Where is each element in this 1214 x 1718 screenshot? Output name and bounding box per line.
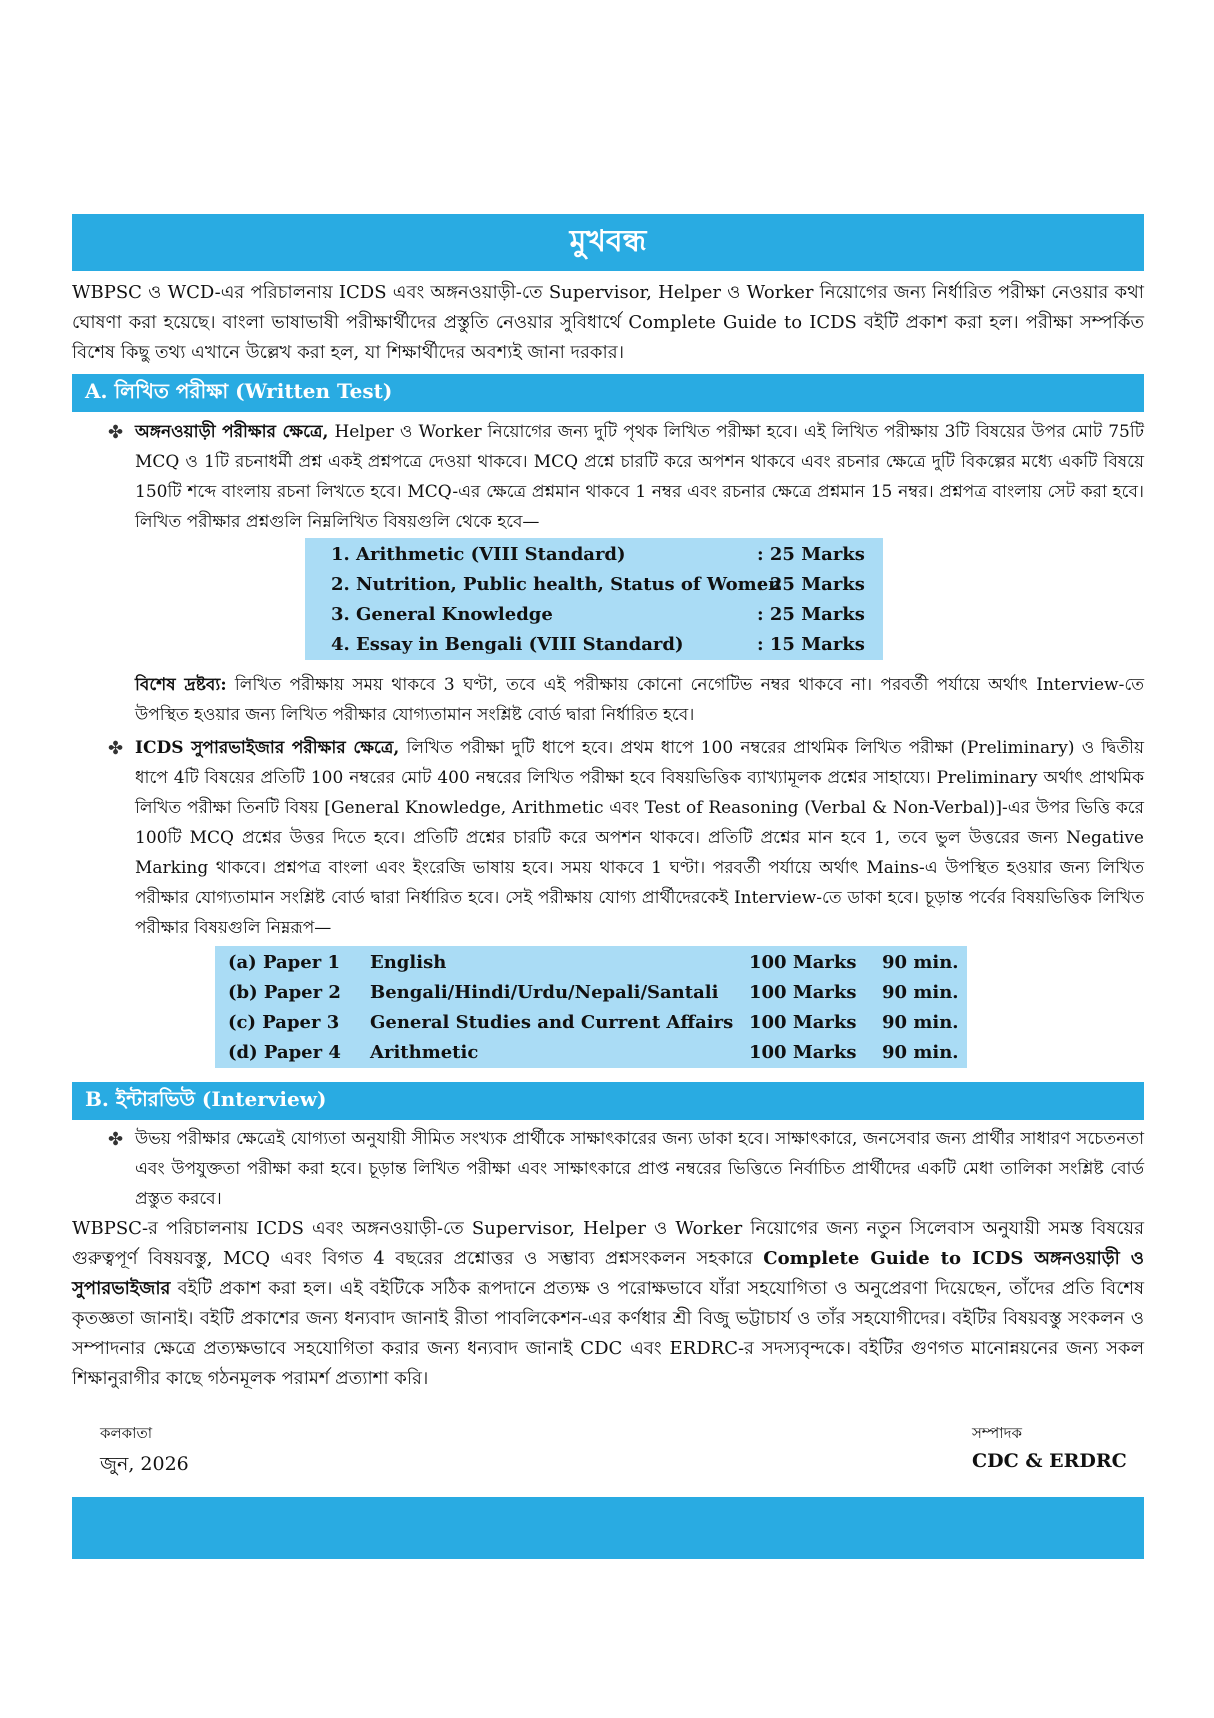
syllabus-subject: 2. Nutrition, Public health, Status of Women: [331, 574, 782, 595]
special-note: [135, 670, 1144, 730]
syllabus-marks: : 25 Marks: [757, 574, 865, 595]
paper-subject: General Studies and Current Affairs: [370, 1012, 734, 1033]
paper-label: (d) Paper 4: [228, 1042, 341, 1063]
date: জুন, 2026: [100, 1453, 189, 1475]
book-title: Complete Guide to ICDS অঙ্গনওয়াড়ী ও সুপারভাইজার: [72, 1248, 1144, 1299]
paper-time: 90 min.: [882, 982, 959, 1003]
anganwadi-lead: অঙ্গনওয়াড়ী পরীক্ষার ক্ষেত্রে,: [135, 422, 329, 442]
bullet-icon: ✤: [108, 422, 124, 443]
section-a-heading: A. লিখিত পরীক্ষা (Written Test): [85, 378, 393, 403]
syllabus-subject: 1. Arithmetic (VIII Standard): [331, 544, 626, 565]
supervisor-papers-table: [215, 946, 967, 1068]
paper-subject: English: [370, 952, 447, 973]
paper-marks: 100 Marks: [749, 1042, 857, 1063]
paper-marks: 100 Marks: [749, 982, 857, 1003]
closing-text-2: বইটি প্রকাশ করা হল। এই বইটিকে সঠিক রূপদানে প্রত্যক্ষ ও পরোক্ষভাবে যাঁরা সহযোগিতা ও অনুপ্রেরণা দিয়েছেন, তাঁদের প্রতি বিশেষ কৃতজ্ঞতা জানাই। বইটি প্রকাশের জন্য ধন্যবাদ জানাই রীতা পাবলিকেশন-এর কর্ণধার শ্রী বিজু ভট্টাচার্য ও তাঁর সহযোগীদের। বইটির বিষয়বস্তু সংকলন ও সম্পাদনার ক্ষেত্রে প্রত্যক্ষভাবে সহযোগিতা করার জন্য ধন্যবাদ জানাই CDC এবং ERDRC-র সদস্যবৃন্দকে। বইটির গুণগত মানোন্নয়নের জন্য সকল শিক্ষানুরাগীর কাছে গঠনমূলক পরামর্শ প্রত্যাশা করি।: [72, 1278, 1144, 1389]
title-band: [72, 214, 1144, 271]
paper-subject: Arithmetic: [370, 1042, 479, 1063]
editor-name: CDC & ERDRC: [972, 1450, 1127, 1472]
interview-bullet: উভয় পরীক্ষার ক্ষেত্রেই যোগ্যতা অনুযায়ী সীমিত সংখ্যক প্রার্থীকে সাক্ষাৎকারের জন্য ডাকা হবে। সাক্ষাৎকারে, জনসেবার জন্য প্রার্থীর সাধারণ সচেতনতা এবং উপযুক্ততা পরীক্ষা করা হবে। চূড়ান্ত লিখিত পরীক্ষা এবং সাক্ষাৎকারে প্রাপ্ত নম্বরের ভিত্তিতে নির্বাচিত প্রার্থীদের একটি মেধা তালিকা সংশ্লিষ্ট বোর্ড প্রস্তুত করবে।: [135, 1129, 1144, 1209]
section-b-heading-band: [72, 1082, 1144, 1120]
syllabus-marks: : 15 Marks: [757, 634, 865, 655]
anganwadi-text: Helper ও Worker নিয়োগের জন্য দুটি পৃথক লিখিত পরীক্ষা হবে। এই লিখিত পরীক্ষায় 3টি বিষয়ের উপর মোট 75টি MCQ ও 1টি রচনাধর্মী প্রশ্ন একই প্রশ্নপত্রে দেওয়া থাকবে। MCQ প্রশ্নে চারটি করে অপশন থাকবে এবং রচনার ক্ষেত্রে দুটি বিকল্পের মধ্যে একটি বিষয়ে 150টি শব্দে বাংলায় রচনা লিখতে হবে। MCQ-এর ক্ষেত্রে প্রশ্নমান থাকবে 1 নম্বর এবং রচনার ক্ষেত্রে প্রশ্নমান 15 নম্বর। প্রশ্নপত্র বাংলায় সেট করা হবে। লিখিত পরীক্ষার প্রশ্নগুলি নিম্নলিখিত বিষয়গুলি থেকে হবে—: [135, 422, 1144, 532]
bullet-icon: ✤: [108, 1129, 124, 1150]
intro-paragraph: WBPSC ও WCD-এর পরিচালনায় ICDS এবং অঙ্গনওয়াড়ী-তে Supervisor, Helper ও Worker নিয়োগের জন্য নির্ধারিত পরীক্ষা নেওয়ার কথা ঘোষণা করা হয়েছে। বাংলা ভাষাভাষী পরীক্ষার্থীদের প্রস্তুতি নেওয়ার সুবিধার্থে Complete Guide to ICDS বইটি প্রকাশ করা হল। পরীক্ষা সম্পর্কিত বিশেষ কিছু তথ্য এখানে উল্লেখ করা হল, যা শিক্ষার্থীদের অবশ্যই জানা দরকার।: [72, 282, 1144, 363]
special-note-lead: বিশেষ দ্রষ্টব্য:: [135, 675, 227, 695]
paper-marks: 100 Marks: [749, 1012, 857, 1033]
syllabus-subject: 4. Essay in Bengali (VIII Standard): [331, 634, 684, 655]
section-b-heading: B. ইন্টারভিউ (Interview): [85, 1086, 327, 1111]
syllabus-marks: : 25 Marks: [757, 544, 865, 565]
paper-time: 90 min.: [882, 1042, 959, 1063]
syllabus-marks: : 25 Marks: [757, 604, 865, 625]
page-title: মুখবন্ধ: [569, 224, 647, 259]
paper-label: (c) Paper 3: [228, 1012, 340, 1033]
anganwadi-bullet: [135, 417, 1144, 537]
syllabus-subject: 3. General Knowledge: [331, 604, 553, 625]
paper-label: (a) Paper 1: [228, 952, 340, 973]
supervisor-lead: ICDS সুপারভাইজার পরীক্ষার ক্ষেত্রে,: [135, 738, 400, 758]
anganwadi-syllabus-table: [305, 538, 883, 660]
paper-label: (b) Paper 2: [228, 982, 341, 1003]
bullet-icon: ✤: [108, 738, 124, 759]
paper-time: 90 min.: [882, 952, 959, 973]
supervisor-bullet: [135, 733, 1144, 943]
closing-paragraph: [72, 1214, 1144, 1394]
section-a-heading-band: [72, 374, 1144, 412]
paper-subject: Bengali/Hindi/Urdu/Nepali/Santali: [370, 982, 719, 1003]
bottom-band: [72, 1497, 1144, 1559]
place: কলকাতা: [100, 1424, 153, 1442]
supervisor-text: লিখিত পরীক্ষা দুটি ধাপে হবে। প্রথম ধাপে 100 নম্বরের প্রাথমিক লিখিত পরীক্ষা (Preliminary) ও দ্বিতীয় ধাপে 4টি বিষয়ের প্রতিটি 100 নম্বরের মোট 400 নম্বরের লিখিত পরীক্ষা হবে বিষয়ভিত্তিক ব্যাখ্যামূলক প্রশ্নের সাহায্যে। Preliminary অর্থাৎ প্রাথমিক লিখিত পরীক্ষা তিনটি বিষয় [General Knowledge, Arithmetic এবং Test of Reasoning (Verbal & Non-Verbal)]-এর উপর ভিত্তি করে 100টি MCQ প্রশ্নের উত্তর দিতে হবে। প্রতিটি প্রশ্নের চারটি করে অপশন থাকবে। প্রতিটি প্রশ্নের মান হবে 1, তবে ভুল উত্তরের জন্য Negative Marking থাকবে। প্রশ্নপত্র বাংলা এবং ইংরেজি ভাষায় হবে। সময় থাকবে 1 ঘণ্টা। পরবর্তী পর্যায়ে অর্থাৎ Mains-এ উপস্থিত হওয়ার জন্য লিখিত পরীক্ষার যোগ্যতামান সংশ্লিষ্ট বোর্ড দ্বারা নির্ধারিত হবে। সেই পরীক্ষায় যোগ্য প্রার্থীদেরকেই Interview-তে ডাকা হবে। চূড়ান্ত পর্বের বিষয়ভিত্তিক লিখিত পরীক্ষার বিষয়গুলি নিম্নরূপ—: [135, 738, 1144, 938]
special-note-text: লিখিত পরীক্ষায় সময় থাকবে 3 ঘণ্টা, তবে এই পরীক্ষায় কোনো নেগেটিভ নম্বর থাকবে না। পরবর্তী পর্যায়ে অর্থাৎ Interview-তে উপস্থিত হওয়ার জন্য লিখিত পরীক্ষার যোগ্যতামান সংশ্লিষ্ট বোর্ড দ্বারা নির্ধারিত হবে।: [135, 675, 1144, 725]
paper-time: 90 min.: [882, 1012, 959, 1033]
paper-marks: 100 Marks: [749, 952, 857, 973]
closing-text-1: WBPSC-র পরিচালনায় ICDS এবং অঙ্গনওয়াড়ী-তে Supervisor, Helper ও Worker নিয়োগের জন্য নতুন সিলেবাস অনুযায়ী সমস্ত বিষয়ের গুরুত্বপূর্ণ বিষয়বস্তু, MCQ এবং বিগত 4 বছরের প্রশ্নোত্তর ও সম্ভাব্য প্রশ্নসংকলন সহকারে: [72, 1218, 1144, 1269]
editor-label: সম্পাদক: [972, 1424, 1023, 1442]
